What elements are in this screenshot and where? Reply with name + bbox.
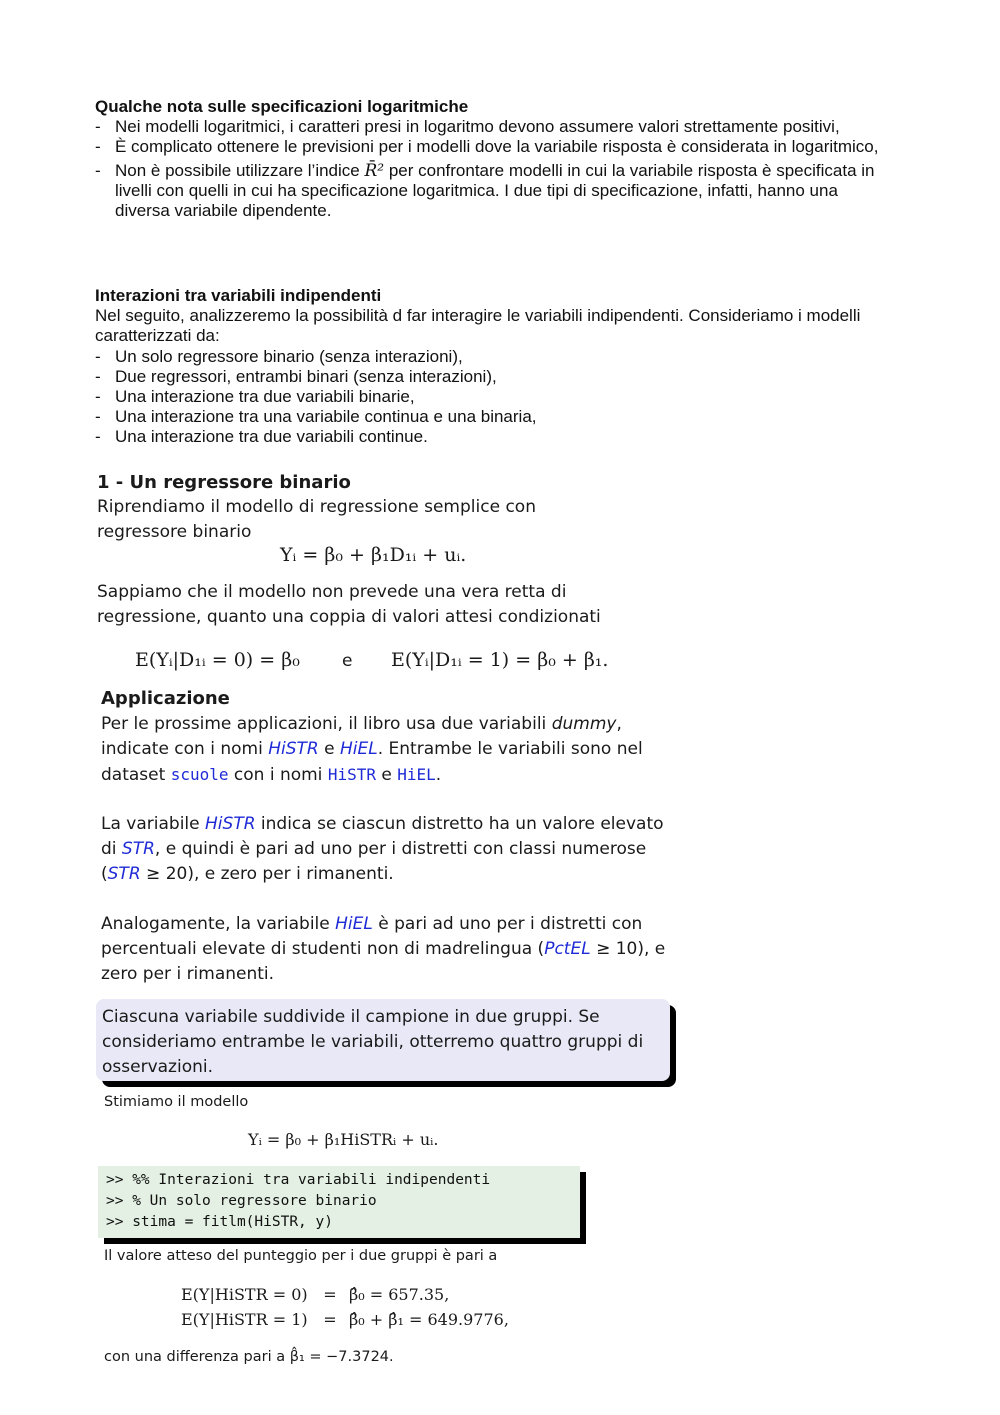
- list-item: - Non è possibile utilizzare l’indice R̄² per confrontare modelli in cui la variabile risposta è specificata in livelli con quelli in cui ha specificazione logaritmica. I due tipi di specificazione, infatti, hanno una diversa variabile dipendente.: [95, 161, 875, 220]
- slide-title-applicazione: Applicazione: [101, 688, 230, 709]
- code-line: >> %% Interazioni tra variabili indipendenti: [106, 1172, 491, 1188]
- equation-expectation-1: E(Yᵢ|D₁ᵢ = 1) = β₀ + β₁.: [391, 649, 609, 671]
- equation-expectation-0: E(Yᵢ|D₁ᵢ = 0) = β₀: [135, 649, 300, 671]
- slide2-paragraph-2: La variabile HiSTR indica se ciascun distretto ha un valore elevato di STR, e quindi è pari ad uno per i distretti con classi numerose (STR ≥ 20), e zero per i rimanenti.: [101, 814, 664, 884]
- slide2-paragraph-3: Analogamente, la variabile HiEL è pari ad uno per i distretti con percentuali elevate di studenti non di madrelingua (PctEL ≥ 10), e zero per i rimanenti.: [101, 914, 666, 984]
- slide-title-binary-regressor: 1 - Un regressore binario: [97, 472, 351, 493]
- list-item: - Una interazione tra due variabili binarie,: [95, 387, 415, 406]
- slide3-intro: Stimiamo il modello: [104, 1094, 249, 1110]
- expectation-row-0: E(Y|HiSTR = 0) = β̂₀ = 657.35,: [181, 1285, 450, 1304]
- log-notes-list: [95, 117, 895, 221]
- section-title-log-notes: Qualche nota sulle specificazioni logaritmiche: [95, 97, 469, 116]
- equation-model: Yᵢ = β₀ + β₁D₁ᵢ + uᵢ.: [280, 544, 467, 566]
- list-item: - È complicato ottenere le previsioni per i modelli dove la variabile risposta è considerata in logaritmico,: [95, 137, 879, 156]
- list-item: - Due regressori, entrambi binari (senza interazioni),: [95, 367, 497, 386]
- equation-histr-model: Yᵢ = β₀ + β₁HiSTRᵢ + uᵢ.: [248, 1130, 439, 1149]
- interactions-list: [95, 347, 895, 447]
- list-item: - Una interazione tra una variabile continua e una binaria,: [95, 407, 537, 426]
- highlight-box-text: Ciascuna variabile suddivide il campione in due gruppi. Se consideriamo entrambe le variabili, otterremo quattro gruppi di osservazioni.: [102, 1007, 644, 1077]
- highlight-box: [96, 999, 670, 1081]
- section-title-interactions: Interazioni tra variabili indipendenti: [95, 286, 382, 305]
- code-block: [98, 1166, 580, 1238]
- slide2-paragraph-1: Per le prossime applicazioni, il libro usa due variabili dummy, indicate con i nomi HiSTR e HiEL. Entrambe le variabili sono nel dataset scuole con i nomi HiSTR e HiEL.: [101, 714, 643, 785]
- slide3-text: Il valore atteso del punteggio per i due gruppi è pari a: [104, 1248, 498, 1264]
- list-item: - Una interazione tra due variabili continue.: [95, 427, 428, 446]
- slide1-text2: Sappiamo che il modello non prevede una vera retta di regressione, quanto una coppia di valori attesi condizionati: [97, 582, 601, 627]
- code-line: >> % Un solo regressore binario: [106, 1193, 377, 1209]
- list-item: - Un solo regressore binario (senza interazioni),: [95, 347, 463, 366]
- slide1-text1: Riprendiamo il modello di regressione semplice con regressore binario: [97, 497, 536, 542]
- expectation-row-1: E(Y|HiSTR = 1) = β̂₀ + β̂₁ = 649.9776,: [181, 1310, 509, 1329]
- interactions-intro: Nel seguito, analizzeremo la possibilità d far interagire le variabili indipendenti. Consideriamo i modelli caratterizzati da:: [95, 306, 861, 345]
- equation-and: e: [342, 651, 353, 671]
- code-line: >> stima = fitlm(HiSTR, y): [106, 1214, 333, 1230]
- list-item: - Nei modelli logaritmici, i caratteri presi in logaritmo devono assumere valori strettamente positivi,: [95, 117, 840, 136]
- slide3-final: con una differenza pari a β̂₁ = −7.3724.: [104, 1349, 394, 1365]
